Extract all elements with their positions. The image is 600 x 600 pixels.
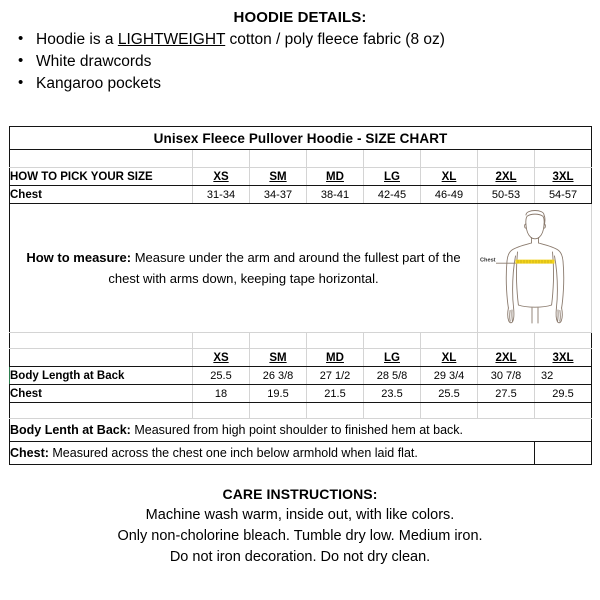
- spacer-cell: [421, 150, 478, 168]
- body-length-2xl: 30 7/8: [478, 367, 535, 385]
- table-row-title: [10, 127, 592, 150]
- body-chest-label: Chest: [10, 186, 193, 204]
- garment-chest-sm: 19.5: [250, 385, 307, 403]
- hoodie-details-list: [0, 29, 600, 95]
- measurement-figure-cell: [478, 204, 592, 333]
- blank-cell: [421, 333, 478, 349]
- blank-cell: [250, 403, 307, 419]
- note-body-length-text: Measured from high point shoulder to finished hem at back.: [130, 423, 463, 437]
- size-header-xs: XS: [193, 168, 250, 186]
- how-to-measure-text: [10, 204, 478, 333]
- blank-cell: [364, 403, 421, 419]
- garment-size-sm: SM: [250, 349, 307, 367]
- bullet-text-pre: Hoodie is a: [36, 31, 118, 48]
- size-chart-container: [9, 126, 591, 465]
- garment-chest-label: Chest: [10, 385, 193, 403]
- table-row-how-to-measure: [10, 204, 592, 333]
- care-instructions-line: Only non-cholorine bleach. Tumble dry low. Medium iron.: [117, 528, 483, 544]
- garment-chest-md: 21.5: [307, 385, 364, 403]
- garment-chest-2xl: 27.5: [478, 385, 535, 403]
- note-body-length-bold: Body Lenth at Back:: [10, 423, 131, 437]
- body-length-md: 27 1/2: [307, 367, 364, 385]
- spacer-cell: [535, 150, 592, 168]
- pick-size-label: HOW TO PICK YOUR SIZE: [10, 168, 193, 186]
- list-item: [18, 73, 600, 95]
- size-header-xl: XL: [421, 168, 478, 186]
- body-chest-2xl: 50-53: [478, 186, 535, 204]
- size-header-3xl: 3XL: [535, 168, 592, 186]
- list-item: [18, 51, 600, 73]
- blank-cell: [478, 403, 535, 419]
- body-length-xs: 25.5: [193, 367, 250, 385]
- note-trailing-cell: [535, 442, 592, 465]
- size-header-md: MD: [307, 168, 364, 186]
- bullet-text-post: cotton / poly fleece fabric (8 oz): [225, 31, 445, 48]
- table-row-blank: [10, 403, 592, 419]
- table-row-garment-chest: [10, 385, 592, 403]
- garment-size-3xl: 3XL: [535, 349, 592, 367]
- size-header-2xl: 2XL: [478, 168, 535, 186]
- body-length-label: Body Length at Back: [10, 367, 193, 385]
- blank-cell: [10, 333, 193, 349]
- hoodie-details-title: HOODIE DETAILS:: [233, 9, 367, 26]
- blank-cell: [250, 333, 307, 349]
- care-instructions-line: Do not iron decoration. Do not dry clean.: [169, 549, 431, 565]
- chart-title: Unisex Fleece Pullover Hoodie - SIZE CHART: [10, 127, 592, 150]
- care-instructions-block: [0, 486, 600, 568]
- spacer-cell: [250, 150, 307, 168]
- table-row-body-chest: [10, 186, 592, 204]
- table-row-body-length: [10, 367, 592, 385]
- garment-size-2xl: 2XL: [478, 349, 535, 367]
- table-row-note-chest: [10, 442, 592, 465]
- note-body-length: [10, 419, 592, 442]
- body-chest-lg: 42-45: [364, 186, 421, 204]
- garment-chest-xs: 18: [193, 385, 250, 403]
- garment-chest-3xl: 29.5: [535, 385, 592, 403]
- table-row-note-body-length: [10, 419, 592, 442]
- note-chest: [10, 442, 535, 465]
- body-length-lg: 28 5/8: [364, 367, 421, 385]
- blank-cell: [307, 403, 364, 419]
- spacer-cell: [10, 150, 193, 168]
- spacer-cell: [307, 150, 364, 168]
- spacer-cell: [193, 150, 250, 168]
- bullet-text-pre: Kangaroo pockets: [36, 75, 161, 92]
- garment-size-lg: LG: [364, 349, 421, 367]
- garment-chest-lg: 23.5: [364, 385, 421, 403]
- torso-figure: [479, 204, 591, 332]
- garment-size-md: MD: [307, 349, 364, 367]
- list-item: [18, 29, 600, 51]
- garment-chest-xl: 25.5: [421, 385, 478, 403]
- body-chest-3xl: 54-57: [535, 186, 592, 204]
- body-chest-xs: 31-34: [193, 186, 250, 204]
- size-header-lg: LG: [364, 168, 421, 186]
- table-row-spacer: [10, 150, 592, 168]
- body-length-3xl: 32: [535, 367, 592, 385]
- bullet-text-pre: White drawcords: [36, 53, 152, 70]
- garment-header-empty: [10, 349, 193, 367]
- table-row-garment-header: [10, 349, 592, 367]
- body-length-sm: 26 3/8: [250, 367, 307, 385]
- blank-cell: [193, 333, 250, 349]
- blank-cell: [10, 403, 193, 419]
- blank-cell: [421, 403, 478, 419]
- bullet-text-underlined: LIGHTWEIGHT: [117, 31, 226, 48]
- note-chest-bold: Chest:: [10, 446, 49, 460]
- size-header-sm: SM: [250, 168, 307, 186]
- how-to-measure-body: Measure under the arm and around the fullest part of the chest with arms down, keeping tape horizontal.: [108, 250, 461, 286]
- care-instructions-line: Machine wash warm, inside out, with like colors.: [145, 507, 455, 523]
- body-chest-md: 38-41: [307, 186, 364, 204]
- note-chest-text: Measured across the chest one inch below armhold when laid flat.: [48, 446, 418, 460]
- table-row-blank: [10, 333, 592, 349]
- garment-size-xs: XS: [193, 349, 250, 367]
- spacer-cell: [478, 150, 535, 168]
- figure-chest-label: Chest: [479, 257, 496, 264]
- table-row-pick-size-header: [10, 168, 592, 186]
- how-to-measure-bold: How to measure:: [26, 250, 132, 265]
- blank-cell: [478, 333, 535, 349]
- blank-cell: [193, 403, 250, 419]
- blank-cell: [307, 333, 364, 349]
- size-chart-table: [9, 126, 592, 465]
- blank-cell: [364, 333, 421, 349]
- torso-diagram-icon: [479, 204, 591, 332]
- garment-size-xl: XL: [421, 349, 478, 367]
- body-chest-sm: 34-37: [250, 186, 307, 204]
- spacer-cell: [364, 150, 421, 168]
- body-length-xl: 29 3/4: [421, 367, 478, 385]
- blank-cell: [535, 333, 592, 349]
- blank-cell: [535, 403, 592, 419]
- care-instructions-title: CARE INSTRUCTIONS:: [222, 486, 378, 502]
- body-chest-xl: 46-49: [421, 186, 478, 204]
